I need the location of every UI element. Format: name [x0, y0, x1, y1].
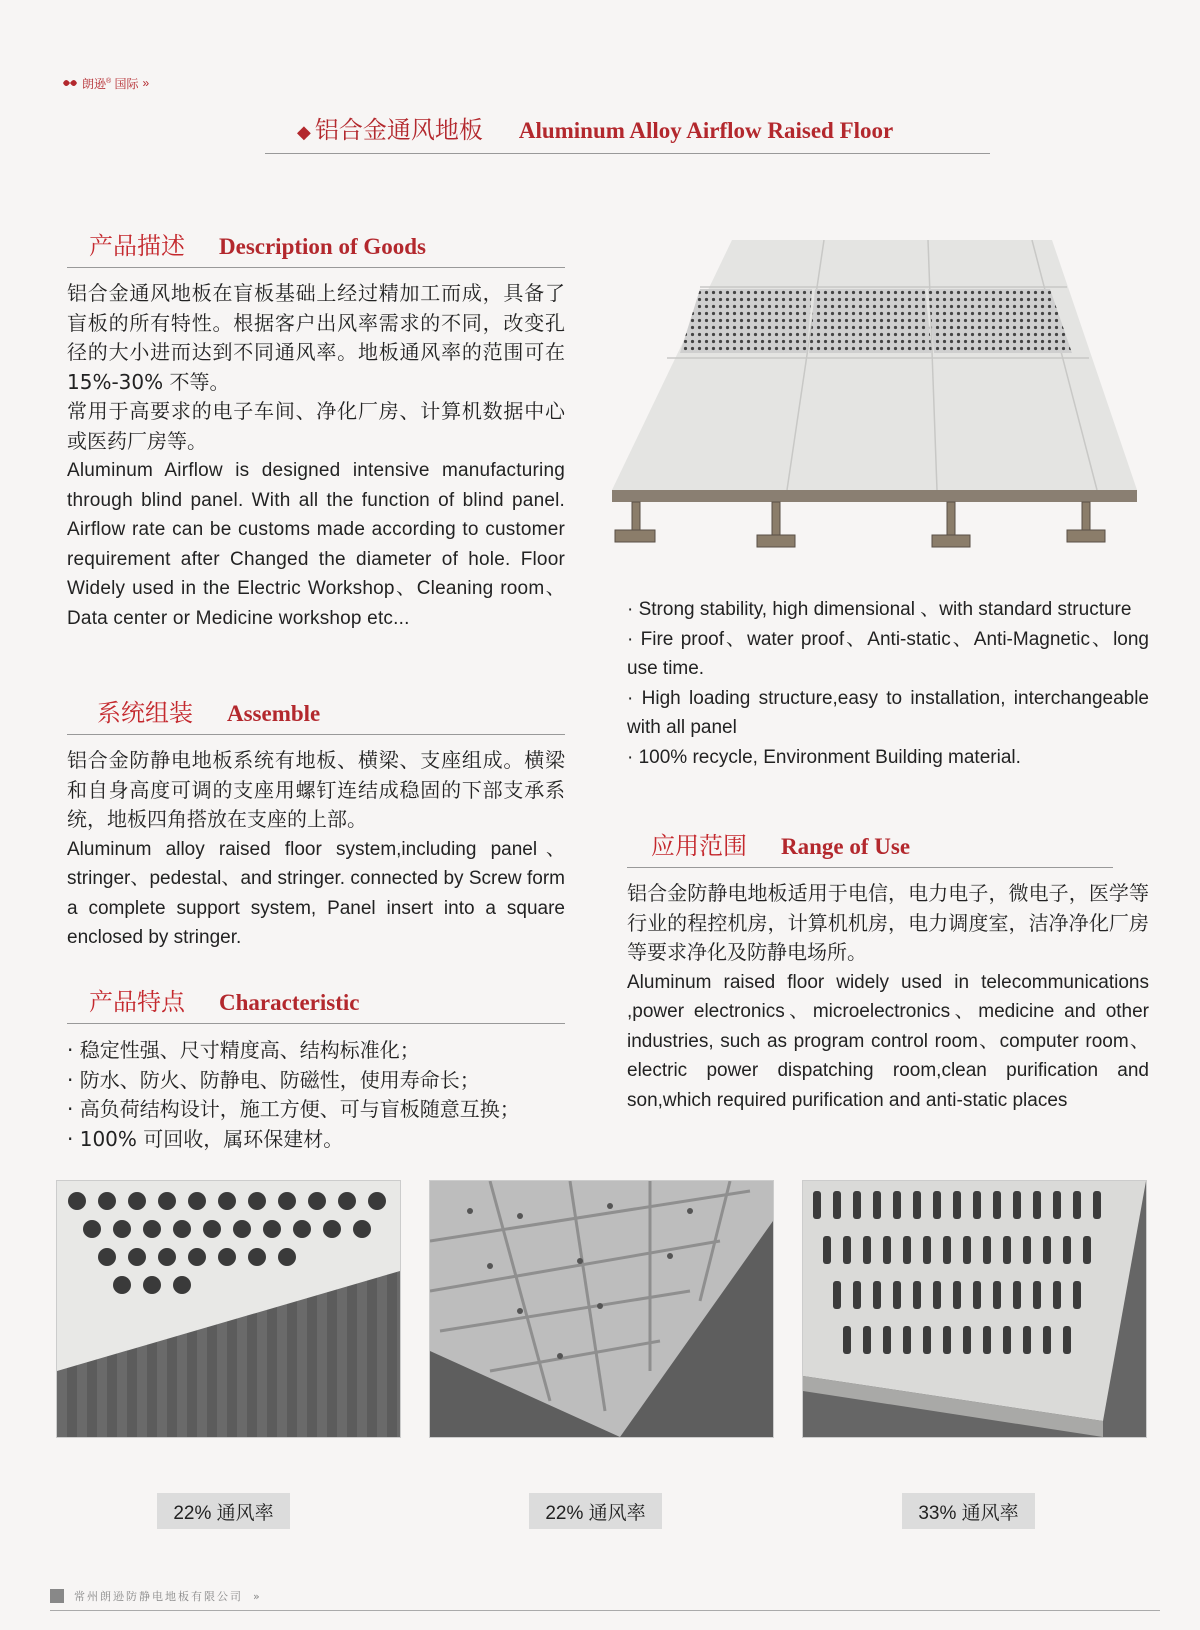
assemble-en-paragraph: Aluminum alloy raised floor system,including panel、stringer、pedestal、and stringer. connected by Screw form a complete support system, Panel insert into a square enclosed by stringer.: [67, 838, 565, 948]
description-cn-paragraph-2: 常用于高要求的电子车间、净化厂房、计算机数据中心或医药厂房等。: [67, 399, 565, 453]
assemble-cn-paragraph: 铝合金防静电地板系统有地板、横梁、支座组成。横梁和自身高度可调的支座用螺钉连结成稳固的下部支承系统，地板四角搭放在支座的上部。: [67, 748, 565, 831]
page-title-en: Aluminum Alloy Airflow Raised Floor: [518, 118, 894, 143]
raised-floor-illustration: [612, 240, 1152, 555]
title-divider: [265, 153, 990, 154]
description-section: [67, 226, 565, 633]
photo-caption: 22% 通风率: [529, 1493, 662, 1529]
section-divider: [627, 867, 1113, 868]
photo-caption: 33% 通风率: [902, 1493, 1035, 1529]
assemble-section: [67, 693, 565, 953]
feature-item: · Fire proof、water proof、Anti-static、Anti-Magnetic、long use time.: [627, 628, 1149, 679]
feature-item: · High loading structure,easy to installation, interchangeable with all panel: [627, 687, 1149, 738]
range-en-paragraph: Aluminum raised floor widely used in telecommunications ,power electronics、microelectronics、medicine and other industries, such as program control room、computer room、electric power dispatching room,clean purification and son,which required purification and anti-static places: [627, 971, 1149, 1111]
description-heading-en: Description of Goods: [219, 234, 426, 259]
range-section: [627, 826, 1149, 1115]
characteristic-heading-en: Characteristic: [219, 990, 360, 1015]
brand-name: 朗逊® 国际: [82, 76, 139, 91]
footer-company: 常州朗逊防静电地板有限公司: [74, 1590, 243, 1603]
page-title-cn: ◆ 铝合金通风地板: [297, 116, 483, 144]
page-title-block: [265, 110, 990, 154]
panel-photo-underside: [429, 1180, 774, 1438]
double-chevron-icon: »: [142, 76, 150, 90]
section-divider: [67, 267, 565, 268]
assemble-heading-en: Assemble: [227, 701, 321, 726]
panel-photo-slots: [802, 1180, 1147, 1438]
characteristic-section: [67, 982, 565, 1154]
feature-item: · Strong stability, high dimensional 、with standard structure: [627, 599, 1132, 620]
footer-divider: [50, 1610, 1160, 1611]
footer-square-icon: [50, 1589, 64, 1603]
characteristic-item: · 防水、防火、防静电、防磁性，使用寿命长；: [67, 1067, 480, 1092]
diamond-icon: ◆: [297, 122, 311, 143]
brand-logo: [62, 72, 149, 94]
page-footer: [50, 1588, 1160, 1611]
feature-item: · 100% recycle, Environment Building material.: [627, 746, 1021, 768]
raised-floor-photo: [612, 240, 1152, 555]
brand-mark-icon: [62, 76, 78, 90]
panel-photo-round-holes: [56, 1180, 401, 1438]
range-cn-paragraph: 铝合金防静电地板适用于电信，电力电子，微电子，医学等行业的程控机房，计算机机房，电力调度室，洁净净化厂房等要求净化及防静电场所。: [627, 881, 1149, 964]
assemble-heading-cn: 系统组装: [97, 699, 193, 727]
characteristic-heading-cn: 产品特点: [89, 988, 185, 1016]
characteristic-item: · 高负荷结构设计，施工方便、可与盲板随意互换；: [67, 1097, 520, 1121]
photo-caption: 22% 通风率: [157, 1493, 290, 1529]
double-chevron-icon: »: [253, 1589, 260, 1603]
section-divider: [67, 734, 565, 735]
description-heading-cn: 产品描述: [89, 232, 185, 260]
description-en-paragraph: Aluminum Airflow is designed intensive manufacturing through blind panel. With all the function of blind panel. Airflow rate can be customs made according to customer requirement after Changed the diameter of hole. Floor Widely used in the Electric Workshop、Cleaning room、Data center or Medicine workshop etc...: [67, 460, 565, 629]
characteristic-item: · 100% 可回收，属环保建材。: [67, 1126, 344, 1151]
features-en-list: [627, 595, 1149, 772]
section-divider: [67, 1023, 565, 1024]
description-cn-paragraph-1: 铝合金通风地板在盲板基础上经过精加工而成，具备了盲板的所有特性。根据客户出风率需求的不同，改变孔径的大小进而达到不同通风率。地板通风率的范围可在 15%-30% 不等。: [67, 281, 565, 394]
characteristic-item: · 稳定性强、尺寸精度高、结构标准化；: [67, 1038, 420, 1062]
range-heading-cn: 应用范围: [651, 832, 747, 860]
range-heading-en: Range of Use: [781, 834, 911, 859]
